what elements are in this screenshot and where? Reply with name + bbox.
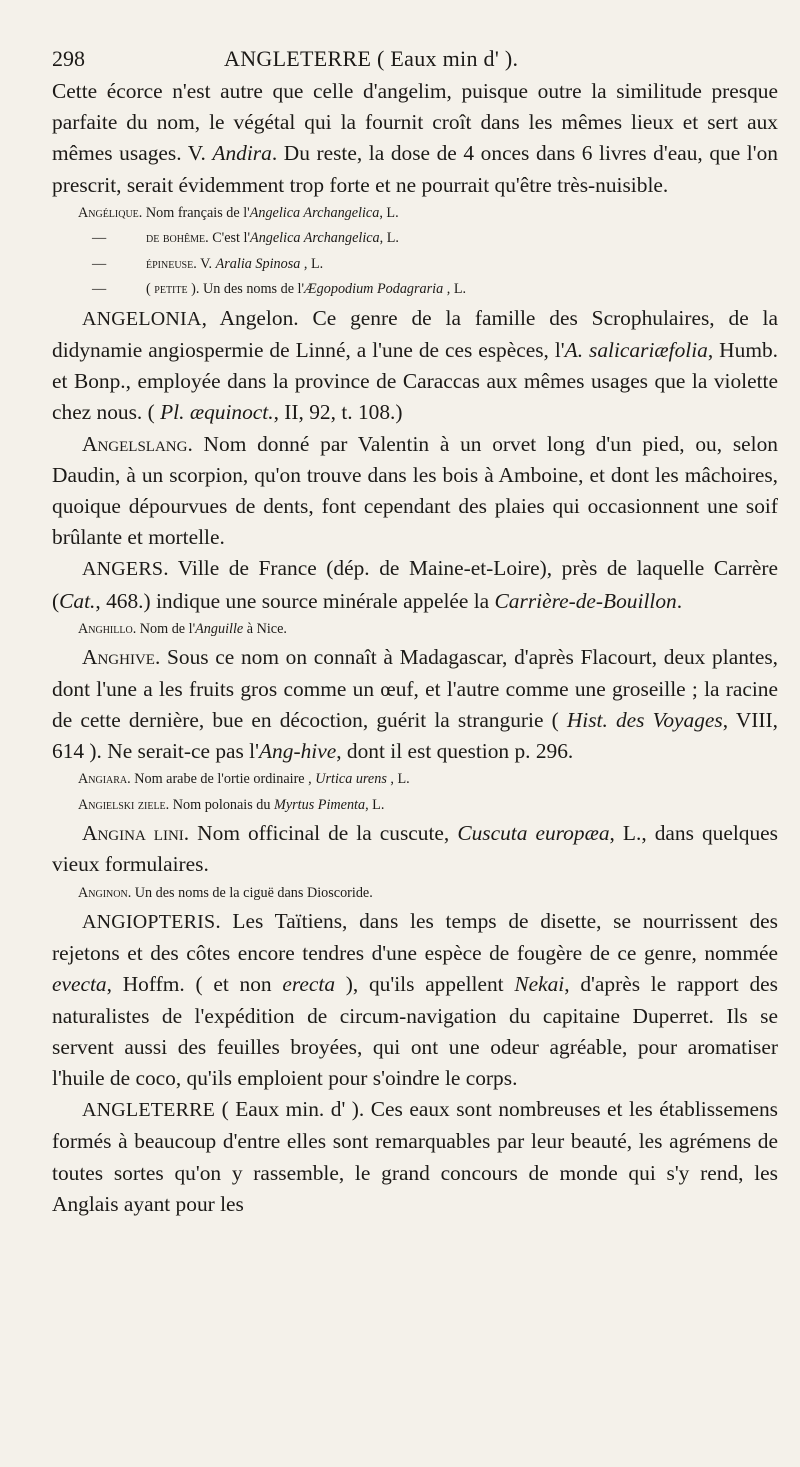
text-run: , L. (443, 281, 467, 298)
text-run: . Nom français de l' (138, 204, 250, 221)
entry-headword: Anginon (78, 884, 128, 901)
running-title: ANGLETERRE ( Eaux min d' ). (224, 46, 519, 71)
minor-entry (52, 793, 778, 819)
text-run: , L., dans quelques vieux formulaires. (52, 821, 778, 877)
minor-entry (52, 881, 778, 907)
text-run: ( Eaux min. d' ). Ces eaux sont nombreuses et les établissemens formés à beaucoup d'entre elles sont remarquables par leur beauté, les agrémens de toutes sortes qu'on y rassemble, le grand concours de monde qui s'y rend, les Anglais ayant pour les (52, 1097, 778, 1216)
text-run: Cette écorce n'est autre que celle d'angelim, puisque outre la similitude presque parfaite du nom, le végétal qui la fournit croît dans les mêmes lieux et sert aux mêmes usages. V. (52, 79, 778, 166)
dictionary-entry (52, 429, 778, 554)
italic-text: Aralia Spinosa (215, 255, 301, 272)
italic-text: erecta (282, 972, 336, 997)
entry-headword: Angina lini (82, 821, 184, 846)
text-run: . Nom arabe de l'ortie ordinaire , (127, 771, 316, 788)
text-run: , dont il est question p. 296. (336, 738, 574, 763)
entry-headword: épineuse (146, 255, 194, 272)
text-run: . Un des noms de la ciguë dans Dioscoride. (127, 884, 373, 901)
italic-text: Nekai (514, 972, 565, 997)
italic-text: Carrière-de-Bouillon (494, 588, 677, 613)
text-run: . Nom officinal de la cuscute, (183, 821, 458, 846)
dictionary-entry (52, 303, 778, 429)
text-run: . V. (193, 255, 216, 272)
italic-text: Hist. des Voyages (566, 707, 723, 732)
body-text (52, 76, 778, 1220)
text-run: . Ville de France (dép. de Maine-et-Loire), près de laquelle Carrère ( (52, 556, 778, 613)
entry-headword: ANGELONIA (82, 307, 202, 330)
minor-entry (52, 201, 778, 227)
text-run: , VIII, 614 ). Ne serait-ce pas l' (52, 707, 778, 763)
italic-text: Myrtus Pimenta (274, 796, 366, 813)
text-run: . Nom donné par Valentin à un orvet long d'un pied, ou, selon Daudin, à un scorpion, qu'on trouve dans les bois à Amboine, et dont les mâchoires, quoique dépourvues de dents, font cependant des plaies qui occasionnent une soif brûlante et mortelle. (52, 431, 778, 550)
italic-text: evecta (52, 972, 107, 997)
minor-entry (52, 767, 778, 793)
text-run: ), qu'ils appellent (335, 972, 515, 997)
text-run: ( (146, 281, 155, 298)
text-run: . Sous ce nom on connaît à Madagascar, d'après Flacourt, deux plantes, dont l'une a les fruits gros comme un œuf, et l'autre comme une groseille ; la racine de cette dernière, bue en décoction, guérit la strangurie ( (52, 645, 778, 732)
entry-headword: ANGLETERRE (82, 1099, 216, 1122)
entry-headword: Angiara (78, 771, 128, 788)
text-run: . Nom polonais du (165, 796, 275, 813)
text-run: , Hoffm. ( et non (106, 972, 283, 997)
text-run: à Nice. (243, 620, 287, 637)
dictionary-entry (52, 818, 778, 880)
minor-entry (52, 617, 778, 643)
text-run: , L. (365, 796, 385, 813)
italic-text: Ang-hive (258, 738, 337, 763)
ditto-dash: — (92, 255, 107, 272)
italic-text: Angelica Archangelica (249, 204, 380, 221)
text-run: . Les Taïtiens, dans les temps de disette, se nourrissent des rejetons et des côtes encore tendres d'une espèce de fougère de ce genre, nommée (52, 909, 778, 966)
ditto-dash: — (92, 281, 107, 298)
italic-text: Pl. æquinoct. (160, 400, 274, 425)
italic-text: Andira (212, 141, 272, 166)
text-run: , L. (379, 204, 399, 221)
entry-headword: Anghillo (78, 620, 133, 637)
italic-text: Urtica urens (315, 771, 387, 788)
italic-text: Angelica Archangelica (250, 230, 380, 247)
dictionary-entry (52, 906, 778, 1094)
text-run: . (676, 588, 683, 613)
text-run: . Du reste, la dose de 4 onces dans 6 livres d'eau, que l'on prescrit, serait évidemment trop forte et ne pourrait qu'être très-nuisible. (52, 141, 778, 197)
entry-headword: de bohême (146, 230, 206, 247)
dictionary-entry (52, 1094, 778, 1220)
text-run: . Nom de l' (132, 620, 196, 637)
page-number: 298 (52, 46, 85, 71)
text-run: , L. (386, 771, 410, 788)
dictionary-entry (52, 553, 778, 616)
italic-text: Cat. (59, 588, 96, 613)
entry-headword: ANGIOPTERIS (82, 911, 216, 934)
paragraph-continuation (52, 76, 778, 201)
italic-text: Anguille (195, 620, 244, 637)
dictionary-entry (52, 642, 778, 767)
text-run: , L. (379, 230, 399, 247)
text-run: ). Un des noms de l' (187, 281, 305, 298)
entry-headword: Anghive (82, 645, 155, 670)
entry-headword: ANGERS (82, 558, 164, 581)
text-run: , 468.) indique une source minérale appelée la (95, 588, 495, 613)
text-run: , Humb. et Bonp., employée dans la province de Caraccas aux mêmes usages que la violette chez nous. ( (52, 338, 778, 425)
ditto-dash: — (92, 230, 107, 247)
minor-subentry (52, 277, 778, 303)
minor-subentry (52, 252, 778, 278)
minor-subentry (52, 226, 778, 252)
page-header (52, 44, 778, 76)
italic-text: A. salicariæfolia (564, 338, 708, 363)
text-run: , Angelon. Ce genre de la famille des Scrophulaires, de la didynamie angiospermie de Linné, a l'une de ces espèces, l' (52, 305, 778, 363)
entry-headword: petite (154, 281, 188, 298)
text-run: , II, 92, t. 108.) (273, 400, 403, 425)
entry-headword: Angelslang (82, 431, 188, 456)
italic-text: Cuscuta europæa (457, 821, 610, 846)
text-run: , L. (300, 255, 324, 272)
entry-headword: Angélique (78, 204, 139, 221)
text-run: , d'après le rapport des naturalistes de l'expédition de circum-navigation du capitaine Duperret. Ils se servent aussi des feuilles broyées, qui ont une odeur agréable, pour aromatiser l'huile de coco, qu'ils emploient pour s'oindre le corps. (52, 972, 778, 1091)
entry-headword: Angielski ziele (78, 796, 166, 813)
italic-text: Ægopodium Podagraria (304, 281, 444, 298)
text-run: . C'est l' (205, 230, 251, 247)
